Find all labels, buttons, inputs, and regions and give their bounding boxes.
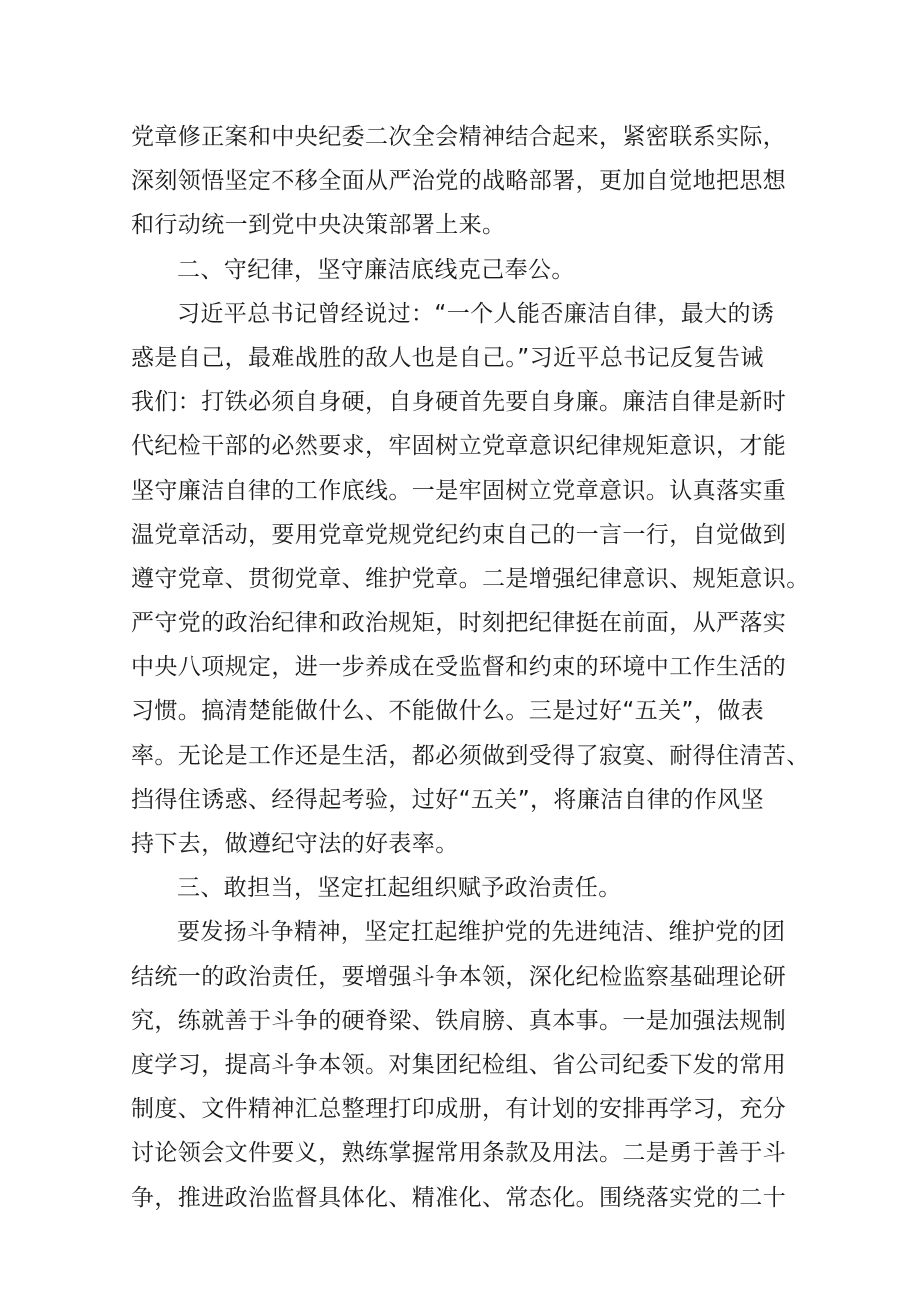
section-heading: 二、守纪律，坚守廉洁底线克己奉公。 xyxy=(177,256,575,283)
text-line: 挡得住诱惑、经得起考验，过好“五关”，将廉洁自律的作风坚 xyxy=(131,786,765,813)
text-line: 究，练就善于斗争的硬脊梁、铁肩膀、真本事。一是加强法规制 xyxy=(131,1007,787,1034)
section-heading: 三、敢担当，坚定扛起组织赋予政治责任。 xyxy=(177,875,622,902)
text-line: 讨论领会文件要义，熟练掌握常用条款及用法。二是勇于善于斗 xyxy=(131,1140,787,1167)
text-line: 坚守廉洁自律的工作底线。一是牢固树立党章意识。认真落实重 xyxy=(131,477,787,504)
text-line: 率。无论是工作还是生活，都必须做到受得了寂寞、耐得住清苦、 xyxy=(131,742,810,769)
text-line: 惑是自己，最难战胜的敌人也是自己。”习近平总书记反复告诫 xyxy=(131,344,764,371)
text-line: 习惯。搞清楚能做什么、不能做什么。三是过好“五关”，做表 xyxy=(131,698,765,725)
document-body xyxy=(131,115,810,1220)
text-line: 党章修正案和中央纪委二次全会精神结合起来，紧密联系实际， xyxy=(131,124,787,150)
text-line: 代纪检干部的必然要求，牢固树立党章意识纪律规矩意识，才能 xyxy=(131,433,787,460)
text-line: 要发扬斗争精神，坚定扛起维护党的先进纯洁、维护党的团 xyxy=(177,919,786,946)
text-line: 持下去，做遵纪守法的好表率。 xyxy=(131,831,459,857)
text-line: 制度、文件精神汇总整理打印成册，有计划的安排再学习，充分 xyxy=(131,1096,787,1123)
text-line: 温党章活动，要用党章党规党纪约束自己的一言一行，自觉做到 xyxy=(131,521,787,548)
text-line: 习近平总书记曾经说过：“一个人能否廉洁自律，最大的诱 xyxy=(177,300,775,327)
text-line: 严守党的政治纪律和政治规矩，时刻把纪律挺在前面，从严落实 xyxy=(131,610,787,637)
text-line: 深刻领悟坚定不移全面从严治党的战略部署，更加自觉地把思想 xyxy=(131,168,787,195)
text-line: 遵守党章、贯彻党章、维护党章。二是增强纪律意识、规矩意识。 xyxy=(131,565,810,592)
text-line: 中央八项规定，进一步养成在受监督和约束的环境中工作生活的 xyxy=(131,654,787,681)
text-line: 和行动统一到党中央决策部署上来。 xyxy=(131,212,506,239)
text-line: 结统一的政治责任，要增强斗争本领，深化纪检监察基础理论研 xyxy=(131,963,787,990)
text-line: 我们：打铁必须自身硬，自身硬首先要自身廉。廉洁自律是新时 xyxy=(131,389,787,416)
text-line: 度学习，提高斗争本领。对集团纪检组、省公司纪委下发的常用 xyxy=(131,1051,787,1078)
text-line: 争，推进政治监督具体化、精准化、常态化。围绕落实党的二十 xyxy=(131,1184,787,1211)
